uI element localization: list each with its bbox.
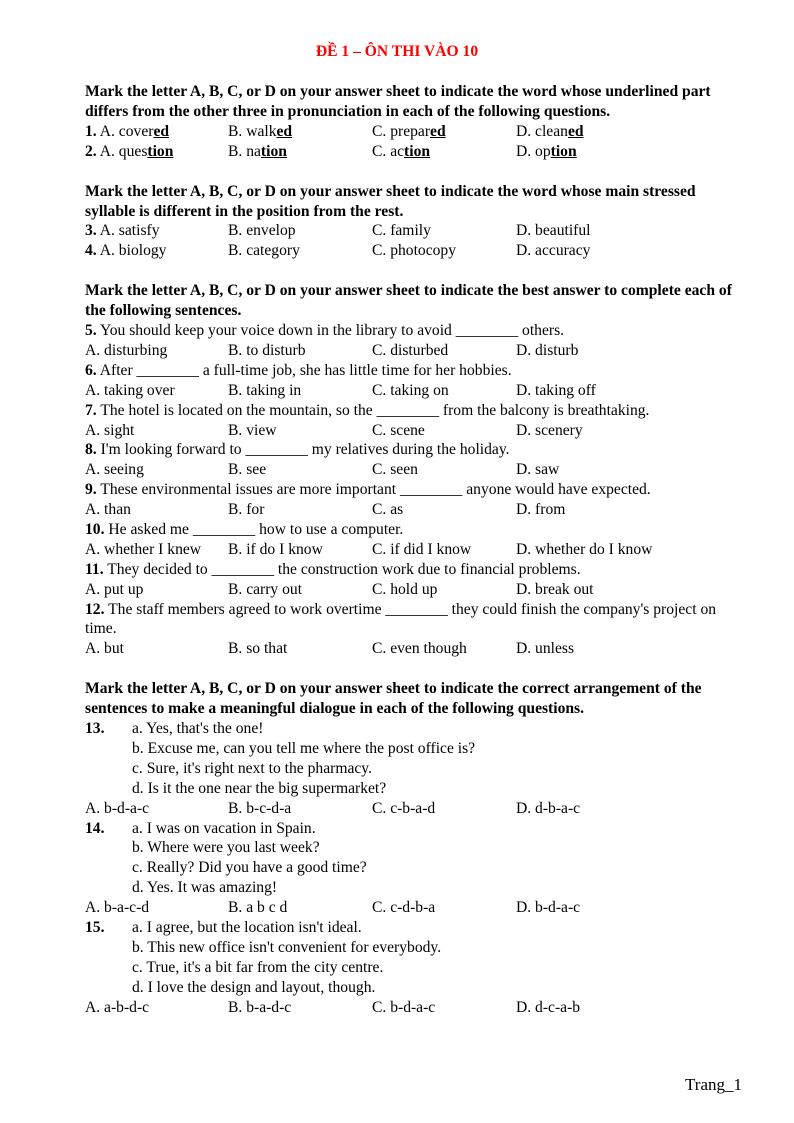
option-d: D. disturb: [516, 341, 579, 359]
option-d: D. taking off: [516, 381, 596, 399]
question-7-stem: [85, 401, 735, 421]
underlined-part: ed: [276, 122, 293, 140]
question-11-options: [85, 580, 735, 600]
option-c: C. as: [372, 501, 404, 519]
underlined-part: ed: [153, 122, 170, 140]
option-text: C. ac: [372, 142, 405, 160]
option-c: [372, 142, 430, 162]
option-a: [85, 241, 166, 261]
underlined-part: tion: [404, 142, 431, 160]
option-b: [228, 142, 287, 162]
option-c: C. disturbed: [372, 341, 449, 359]
option-c: C. family: [372, 222, 431, 240]
option-d: D. b-d-a-c: [516, 899, 581, 917]
dialogue-line: d. Is it the one near the big supermarket?: [132, 779, 387, 797]
option-a: A. disturbing: [85, 341, 168, 359]
question-4: [85, 241, 735, 261]
option-b: B. if do I know: [228, 540, 323, 558]
section-4-instruction: Mark the letter A, B, C, or D on your answer sheet to indicate the correct arrangement of the sentences to make a meaningful dialogue in each of the following questions.: [85, 680, 702, 718]
option-c: C. even though: [372, 640, 467, 658]
question-5-stem: [85, 321, 735, 341]
dialogue-line: b. This new office isn't convenient for everybody.: [132, 938, 442, 956]
option-text: B. walk: [228, 122, 277, 140]
option-a: A. whether I knew: [85, 540, 202, 558]
option-d: D. scenery: [516, 421, 583, 439]
option-b: B. a b c d: [228, 899, 288, 917]
option-c: C. if did I know: [372, 540, 472, 558]
option-a: A. but: [85, 640, 124, 658]
question-number: 11.: [85, 560, 104, 578]
option-text: D. clean: [516, 122, 568, 140]
question-number: 6.: [85, 361, 97, 379]
question-15-options: [85, 998, 735, 1018]
dialogue-line: d. I love the design and layout, though.: [132, 978, 376, 996]
question-8-options: [85, 460, 735, 480]
option-b: B. to disturb: [228, 341, 306, 359]
option-text: A. biology: [99, 242, 167, 260]
option-a: [85, 142, 173, 162]
option-text: C. prepar: [372, 122, 431, 140]
option-text: B. na: [228, 142, 261, 160]
page-title: ĐỀ 1 – ÔN THI VÀO 10: [315, 43, 479, 60]
question-number: 12.: [85, 600, 105, 618]
question-number: 14.: [85, 819, 105, 837]
question-7-options: [85, 421, 735, 441]
question-11-stem: [85, 560, 735, 580]
question-14-line-2: [85, 838, 735, 858]
question-number: 7.: [85, 401, 97, 419]
question-15-line-1: [85, 918, 735, 938]
underlined-part: tion: [147, 142, 174, 160]
option-text: A. satisfy: [99, 222, 160, 240]
question-number: 10.: [85, 520, 105, 538]
question-1: [85, 122, 735, 142]
question-number: 13.: [85, 720, 105, 738]
option-c: C. scene: [372, 421, 425, 439]
question-15-line-2: [85, 938, 735, 958]
dialogue-line: c. Really? Did you have a good time?: [132, 859, 367, 877]
question-10-options: [85, 540, 735, 560]
option-text: A. ques: [99, 142, 148, 160]
option-d: D. saw: [516, 461, 560, 479]
question-text: I'm looking forward to ________ my relatives during the holiday.: [100, 441, 510, 459]
underlined-part: ed: [430, 122, 446, 140]
section-2-instruction: Mark the letter A, B, C, or D on your answer sheet to indicate the word whose main stressed syllable is different in the position from the rest.: [85, 182, 696, 220]
option-d: D. unless: [516, 640, 575, 658]
page-footer: Trang_1: [685, 1075, 742, 1094]
option-b: [228, 122, 292, 142]
question-13-line-2: [85, 739, 735, 759]
question-13-line-3: [85, 759, 735, 779]
question-number: 9.: [85, 481, 97, 499]
dialogue-line: b. Where were you last week?: [132, 839, 320, 857]
question-9-options: [85, 500, 735, 520]
option-d: D. d-b-a-c: [516, 799, 581, 817]
dialogue-line: b. Excuse me, can you tell me where the post office is?: [132, 739, 476, 757]
question-15-line-3: [85, 958, 735, 978]
option-b: B. view: [228, 421, 277, 439]
option-b: B. for: [228, 501, 265, 519]
question-14-line-1: [85, 819, 735, 839]
dialogue-line: a. I agree, but the location isn't ideal.: [132, 919, 362, 936]
question-6-stem: [85, 361, 735, 381]
question-10-stem: [85, 520, 735, 540]
question-14-line-4: [85, 878, 735, 898]
section-3-instruction: Mark the letter A, B, C, or D on your answer sheet to indicate the best answer to complete each of the following sentences.: [85, 282, 732, 320]
option-a: A. b-a-c-d: [85, 899, 150, 917]
option-c: C. hold up: [372, 580, 438, 598]
option-a: A. a-b-d-c: [85, 998, 150, 1016]
dialogue-line: c. True, it's a bit far from the city centre.: [132, 958, 384, 976]
exam-content: [85, 82, 735, 1017]
option-b: B. b-a-d-c: [228, 998, 292, 1016]
underlined-part: tion: [550, 142, 577, 160]
question-14-line-3: [85, 858, 735, 878]
option-a: A. seeing: [85, 461, 144, 479]
dialogue-line: c. Sure, it's right next to the pharmacy.: [132, 759, 372, 777]
option-a: A. sight: [85, 421, 135, 439]
option-a: [85, 122, 169, 142]
option-b: B. so that: [228, 640, 288, 658]
option-c: C. photocopy: [372, 242, 457, 260]
option-c: [372, 122, 446, 142]
section-1-instruction: Mark the letter A, B, C, or D on your answer sheet to indicate the word whose underlined part differs from the other three in pronunciation in each of the following questions.: [85, 83, 711, 120]
option-b: B. taking in: [228, 381, 302, 399]
question-text: He asked me ________ how to use a computer.: [108, 520, 404, 538]
option-d: D. beautiful: [516, 222, 591, 240]
question-number: 2.: [85, 142, 97, 160]
question-number: 5.: [85, 322, 97, 339]
option-d: D. accuracy: [516, 242, 591, 260]
option-b: B. envelop: [228, 222, 296, 240]
dialogue-line: d. Yes. It was amazing!: [132, 879, 278, 897]
option-d: [516, 122, 584, 142]
underlined-part: tion: [260, 142, 287, 160]
option-b: B. b-c-d-a: [228, 799, 292, 817]
option-c: C. taking on: [372, 381, 449, 399]
question-13-line-1: [85, 719, 735, 739]
question-number: 15.: [85, 919, 105, 936]
question-text: The staff members agreed to work overtime ________ they could finish the company's project on time.: [85, 600, 717, 638]
question-number: 1.: [85, 122, 97, 140]
option-c: C. seen: [372, 461, 418, 479]
question-text: They decided to ________ the construction work due to financial problems.: [107, 560, 581, 578]
question-12-options: [85, 639, 735, 659]
option-a: A. taking over: [85, 381, 175, 399]
option-a: A. put up: [85, 580, 144, 598]
underlined-part: ed: [567, 122, 584, 140]
question-5-options: [85, 341, 735, 361]
option-b: B. carry out: [228, 580, 303, 598]
option-b: B. category: [228, 242, 300, 260]
option-b: B. see: [228, 461, 267, 479]
question-number: 8.: [85, 441, 97, 459]
option-a: [85, 221, 160, 241]
question-12-stem: [85, 600, 735, 640]
option-a: A. than: [85, 501, 131, 519]
option-text: D. op: [516, 142, 551, 160]
option-c: C. c-b-a-d: [372, 799, 436, 817]
question-14-options: [85, 898, 735, 918]
question-number: 3.: [85, 222, 97, 240]
question-text: You should keep your voice down in the library to avoid ________ others.: [100, 322, 565, 339]
option-d: D. from: [516, 501, 566, 519]
question-6-options: [85, 381, 735, 401]
question-13-line-4: [85, 779, 735, 799]
question-2: [85, 142, 735, 162]
option-d: D. break out: [516, 580, 594, 598]
option-d: D. whether do I know: [516, 540, 653, 558]
question-3: [85, 221, 735, 241]
question-9-stem: [85, 480, 735, 500]
dialogue-line: a. I was on vacation in Spain.: [132, 819, 316, 837]
option-d: D. d-c-a-b: [516, 998, 581, 1016]
question-8-stem: [85, 440, 735, 460]
dialogue-line: a. Yes, that's the one!: [132, 720, 264, 738]
question-13-options: [85, 799, 735, 819]
option-a: A. b-d-a-c: [85, 799, 150, 817]
question-text: After ________ a full-time job, she has little time for her hobbies.: [99, 361, 512, 379]
question-number: 4.: [85, 242, 97, 260]
option-d: [516, 142, 577, 162]
option-c: C. c-d-b-a: [372, 899, 436, 917]
question-text: The hotel is located on the mountain, so the ________ from the balcony is breathtaking.: [100, 401, 650, 419]
option-c: C. b-d-a-c: [372, 998, 436, 1016]
question-text: These environmental issues are more important ________ anyone would have expected.: [100, 481, 651, 499]
question-15-line-4: [85, 978, 735, 998]
option-text: A. cover: [99, 122, 154, 140]
